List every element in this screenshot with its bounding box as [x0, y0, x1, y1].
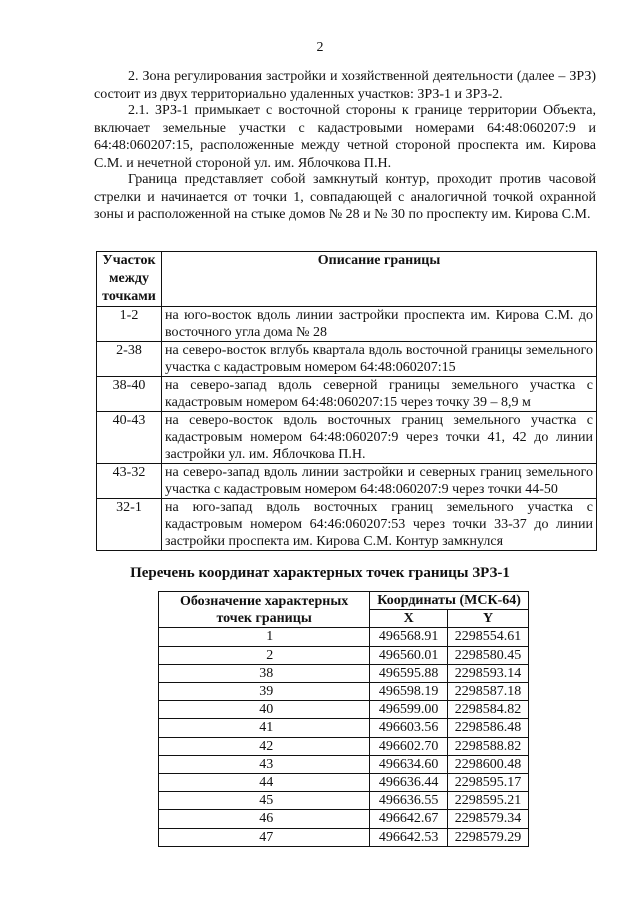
y-coordinate-cell: 2298593.14: [448, 664, 529, 682]
point-cell: 2: [159, 646, 370, 664]
x-coordinate-cell: 496560.01: [370, 646, 448, 664]
page-number: 2: [316, 40, 324, 55]
point-cell: 39: [159, 683, 370, 701]
table-row: [97, 307, 597, 342]
table-row: [97, 342, 597, 377]
y-coordinate-cell: 2298588.82: [448, 737, 529, 755]
y-column-header: Y: [448, 610, 529, 628]
segment-cell: 40-43: [97, 412, 162, 464]
description-cell: на северо-восток вдоль восточных границ земельного участка с кадастровым номером 64:48:060207:9 через точки 41, 42 до линии застройки ул. им. Яблочкова П.Н.: [162, 412, 597, 464]
point-cell: 40: [159, 701, 370, 719]
y-coordinate-cell: 2298595.17: [448, 774, 529, 792]
point-cell: 1: [159, 628, 370, 646]
y-coordinate-cell: 2298586.48: [448, 719, 529, 737]
segment-column-header: Участок между точками: [97, 252, 162, 307]
y-coordinate-cell: 2298579.34: [448, 810, 529, 828]
x-coordinate-cell: 496636.55: [370, 792, 448, 810]
point-cell: 44: [159, 774, 370, 792]
y-coordinate-cell: 2298587.18: [448, 683, 529, 701]
x-coordinate-cell: 496636.44: [370, 774, 448, 792]
x-column-header: X: [370, 610, 448, 628]
x-coordinate-cell: 496634.60: [370, 755, 448, 773]
description-cell: на юго-восток вдоль линии застройки проспекта им. Кирова С.М. до восточного угла дома № 28: [162, 307, 597, 342]
y-coordinate-cell: 2298595.21: [448, 792, 529, 810]
point-cell: 45: [159, 792, 370, 810]
table-row: [159, 683, 529, 701]
table-row: [159, 701, 529, 719]
segment-cell: 2-38: [97, 342, 162, 377]
y-coordinate-cell: 2298584.82: [448, 701, 529, 719]
paragraph-zrz1-location: [94, 102, 596, 172]
table-row: [159, 755, 529, 773]
segment-cell: 32-1: [97, 499, 162, 551]
point-cell: 43: [159, 755, 370, 773]
segment-cell: 1-2: [97, 307, 162, 342]
segment-cell: 38-40: [97, 377, 162, 412]
description-column-header: Описание границы: [162, 252, 597, 307]
paragraph-text: Граница представляет собой замкнутый контур, проходит против часовой стрелки и начинается от точки 1, совпадающей с аналогичной точкой охранной зоны и расположенной на стыке домов № 28 и № 30 по проспекту им. Кирова С.М.: [94, 172, 596, 222]
description-cell: на северо-запад вдоль северной границы земельного участка с кадастровым номером 64:48:060207:15 через точку 39 – 8,9 м: [162, 377, 597, 412]
description-cell: на северо-запад вдоль линии застройки и северных границ земельного участка с кадастровым номером 64:48:060207:9 через точки 44-50: [162, 464, 597, 499]
table-row: [159, 828, 529, 846]
table-row: [159, 737, 529, 755]
point-cell: 47: [159, 828, 370, 846]
table-row: [97, 464, 597, 499]
table-row: [97, 377, 597, 412]
paragraph-zone-description: [94, 68, 596, 103]
boundary-description-table: [96, 251, 597, 551]
table-row: [97, 499, 597, 551]
x-coordinate-cell: 496568.91: [370, 628, 448, 646]
y-coordinate-cell: 2298600.48: [448, 755, 529, 773]
point-cell: 41: [159, 719, 370, 737]
point-column-header: Обозначение характерных точек границы: [159, 592, 370, 628]
x-coordinate-cell: 496599.00: [370, 701, 448, 719]
paragraph-text: 2.1. ЗРЗ-1 примыкает с восточной стороны к границе территории Объекта, включает земельные участки с кадастровыми номерами 64:48:060207:9 и 64:48:060207:15, расположенные между четной стороной проспекта им. Кирова С.М. и нечетной стороной ул. им. Яблочкова П.Н.: [94, 103, 596, 171]
paragraph-text: 2. Зона регулирования застройки и хозяйственной деятельности (далее – ЗРЗ) состоит из двух территориально удаленных участков: ЗРЗ-1 и ЗРЗ-2.: [94, 69, 596, 102]
description-cell: на юго-запад вдоль восточных границ земельного участка с кадастровым номером 64:46:060207:53 через точки 33-37 до линии застройки проспекта им. Кирова С.М. Контур замкнулся: [162, 499, 597, 551]
coords-column-header: Координаты (МСК-64): [370, 592, 529, 610]
y-coordinate-cell: 2298554.61: [448, 628, 529, 646]
coords-table-title: Перечень координат характерных точек границы ЗРЗ-1: [130, 565, 510, 581]
y-coordinate-cell: 2298579.29: [448, 828, 529, 846]
segment-cell: 43-32: [97, 464, 162, 499]
x-coordinate-cell: 496595.88: [370, 664, 448, 682]
point-cell: 42: [159, 737, 370, 755]
table-row: [159, 664, 529, 682]
table-row: [159, 774, 529, 792]
paragraph-boundary-start: [94, 171, 596, 224]
y-coordinate-cell: 2298580.45: [448, 646, 529, 664]
table-row: [159, 792, 529, 810]
table-row: [159, 719, 529, 737]
point-cell: 38: [159, 664, 370, 682]
x-coordinate-cell: 496598.19: [370, 683, 448, 701]
table-row: [97, 412, 597, 464]
table-row: [159, 810, 529, 828]
description-cell: на северо-восток вглубь квартала вдоль восточной границы земельного участка с кадастровым номером 64:48:060207:15: [162, 342, 597, 377]
table-row: [159, 646, 529, 664]
table-row: [159, 628, 529, 646]
coordinates-table: [158, 591, 529, 847]
x-coordinate-cell: 496642.53: [370, 828, 448, 846]
x-coordinate-cell: 496642.67: [370, 810, 448, 828]
x-coordinate-cell: 496602.70: [370, 737, 448, 755]
x-coordinate-cell: 496603.56: [370, 719, 448, 737]
point-cell: 46: [159, 810, 370, 828]
